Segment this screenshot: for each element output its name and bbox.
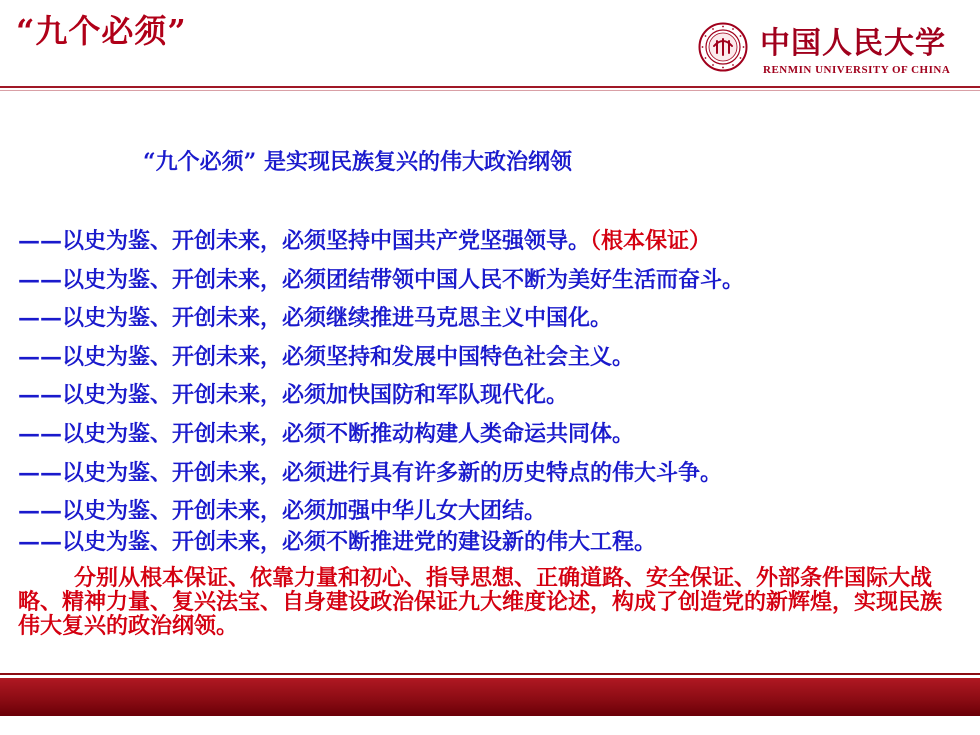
slide-title: “九个必须” bbox=[16, 12, 187, 50]
principle-line-4: ——以史为鉴、开创未来，必须坚持和发展中国特色社会主义。 bbox=[18, 343, 635, 370]
university-logo bbox=[694, 16, 974, 82]
principle-line-5: ——以史为鉴、开创未来，必须加快国防和军队现代化。 bbox=[18, 382, 569, 409]
header-divider-thin bbox=[0, 90, 980, 91]
principle-line-1: ——以史为鉴、开创未来，必须坚持中国共产党坚强领导。（根本保证） bbox=[18, 228, 712, 254]
principle-line-7: ——以史为鉴、开创未来，必须进行具有许多新的历史特点的伟大斗争。 bbox=[18, 459, 723, 486]
principle-line-3: ——以史为鉴、开创未来，必须继续推进马克思主义中国化。 bbox=[18, 305, 613, 332]
university-name-cn: 中国人民大学 bbox=[760, 26, 946, 61]
principle-line-6: ——以史为鉴、开创未来，必须不断推动构建人类命运共同体。 bbox=[18, 420, 635, 447]
principle-list bbox=[18, 224, 968, 556]
principle-line-8: ——以史为鉴、开创未来，必须加强中华儿女大团结。 bbox=[18, 498, 547, 525]
principle-note: （根本保证） bbox=[590, 228, 712, 254]
summary-paragraph: 分别从根本保证、依靠力量和初心、指导思想、正确道路、安全保证、外部条件国际大战略、精神力量、复兴法宝、自身建设政治保证九大维度论述，构成了创造党的新辉煌，实现民族伟大复兴的政治纲领。 bbox=[18, 565, 943, 639]
slide-subtitle: “九个必须” 是实现民族复兴的伟大政治纲领 bbox=[143, 149, 572, 175]
university-seal-icon bbox=[698, 22, 748, 72]
principle-line-2: ——以史为鉴、开创未来，必须团结带领中国人民不断为美好生活而奋斗。 bbox=[18, 266, 745, 293]
footer-bar bbox=[0, 678, 980, 716]
university-name-en: RENMIN UNIVERSITY OF CHINA bbox=[763, 64, 951, 76]
footer-line bbox=[0, 673, 980, 675]
principle-line-9: ——以史为鉴、开创未来，必须不断推进党的建设新的伟大工程。 bbox=[18, 529, 657, 556]
header-divider bbox=[0, 86, 980, 88]
